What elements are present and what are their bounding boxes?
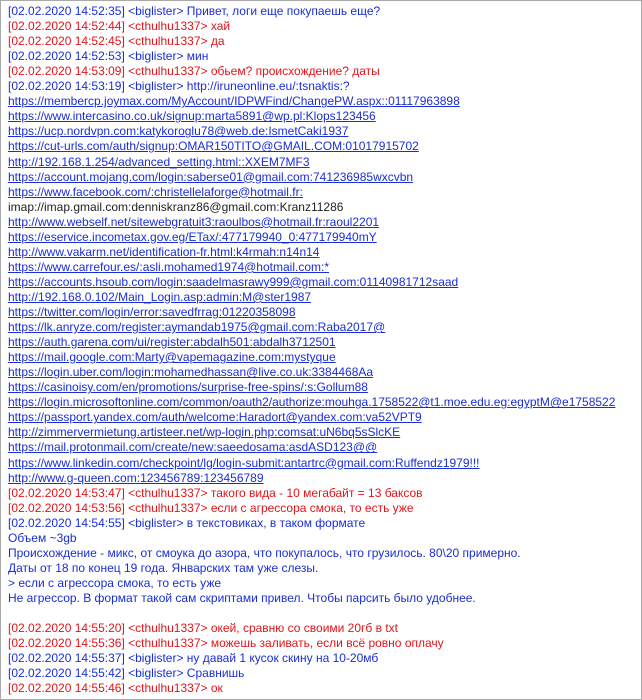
chat-link[interactable]: https://mail.google.com:Marty@vapemagazine.com:mystyque (8, 350, 336, 365)
chat-link[interactable]: http://www.webself.net/sitewebgratuit3:raoulbos@hotmail.fr:raoul2201 (8, 214, 380, 229)
chat-link[interactable]: http://192.168.1.254/advanced_setting.html::XXEM7MF3 (8, 154, 310, 169)
chat-link[interactable]: https://twitter.com/login/error:savedfrrag:01220358098 (8, 305, 296, 319)
chat-link[interactable]: https://cut-urls.com/auth/signup:OMAR150TITO@GMAIL.COM:01017915702 (8, 139, 419, 154)
chat-line: [02.02.2020 14:53:47] <cthulhu1337> такого вида - 10 мегабайт = 13 баксов (8, 485, 423, 500)
chat-link[interactable]: http://www.g-queen.com:123456789:123456789 (8, 470, 264, 485)
chat-line: [02.02.2020 14:52:44] <cthulhu1337> хай (8, 19, 231, 34)
chat-link[interactable]: https://mail.protonmail.com/create/new:saeedosama:asdASD123@@ (8, 440, 378, 455)
chat-line: [02.02.2020 14:55:37] <biglister> ну давай 1 кусок скину на 10-20мб (8, 651, 379, 666)
chat-line: [02.02.2020 14:53:56] <cthulhu1337> если с агрессора смока, то есть уже (8, 500, 414, 515)
chat-link[interactable]: https://www.carrefour.es/:asli.mohamed1974@hotmail.com:* (8, 259, 329, 274)
chat-line: imap://imap.gmail.com:denniskranz86@gmail.com:Kranz11286 (8, 199, 344, 214)
chat-link[interactable]: https://www.intercasino.co.uk/signup:marta5891@wp.pl:Klops123456 (8, 109, 376, 124)
chat-link[interactable]: https://ucp.nordvpn.com:katykoroglu78@web.de:IsmetCaki1937 (8, 124, 349, 139)
chat-link[interactable]: https://membercp.joymax.com/MyAccount/IDPWFind/ChangePW.aspx::01117963898 (8, 94, 460, 109)
chat-line: Даты от 18 по конец 19 года. Январских там уже слезы. (8, 560, 319, 575)
chat-link[interactable]: https://account.mojang.com/login:saberse01@gmail.com:741236985wxcvbn (8, 169, 414, 184)
chat-line: Происхождение - микс, от смоука до азора, что покупалось, что грузилось. 80\20 примерно. (8, 545, 521, 560)
chat-line: Объем ~3gb (8, 530, 77, 545)
chat-link[interactable]: https://auth.garena.com/ui/register:abdalh501:abdalh3712501 (8, 335, 336, 350)
chat-link[interactable]: https://passport.yandex.com/auth/welcome:Haradort@yandex.com:va52VPT9 (8, 410, 422, 425)
chat-line: [02.02.2020 14:52:53] <biglister> мин (8, 49, 209, 64)
chat-line: [02.02.2020 14:52:45] <cthulhu1337> да (8, 34, 225, 49)
chat-line: Не агрессор. В формат такой сам скриптами привел. Чтобы парсить было удобнее. (8, 590, 476, 605)
chat-line: [02.02.2020 14:53:19] <biglister> http://iruneonline.eu/:tsnaktis:? (8, 79, 350, 94)
chat-link[interactable]: https://www.linkedin.com/checkpoint/lg/login-submit:antartrc@gmail.com:Ruffendz1979!!! (8, 455, 480, 470)
chat-line: [02.02.2020 14:52:35] <biglister> Привет, логи еще покупаешь еще? (8, 4, 381, 18)
chat-line: [02.02.2020 14:55:36] <cthulhu1337> можешь заливать, если всё ровно оплачу (8, 636, 444, 651)
chat-line: [02.02.2020 14:53:09] <cthulhu1337> обьем? происхождение? даты (8, 64, 380, 79)
chat-line: [02.02.2020 14:55:46] <cthulhu1337> ок (8, 681, 223, 696)
chat-line: [02.02.2020 14:55:42] <biglister> Сравнишь (8, 666, 245, 681)
chat-link[interactable]: https://accounts.hsoub.com/login:saadelmasrawy999@gmail.com:01140981712saad (8, 274, 459, 289)
chat-line: > если с агрессора смока, то есть уже (8, 575, 222, 590)
chat-link[interactable]: https://login.uber.com/login:mohamedhassan@live.co.uk:3384468Aa (8, 365, 374, 380)
chat-link[interactable]: https://casinoisy.com/en/promotions/surprise-free-spins/:s:Gollum88 (8, 380, 368, 395)
chat-link[interactable]: http://www.vakarm.net/identification-fr.html:k4rmah:n14n14 (8, 244, 320, 259)
chat-line: [02.02.2020 14:54:55] <biglister> в текстовиках, в таком формате (8, 515, 366, 530)
chat-link[interactable]: https://eservice.incometax.gov.eg/ETax/:477179940_0:477179940mY (8, 229, 377, 244)
chat-link[interactable]: https://login.microsoftonline.com/common/oauth2/authorize:mouhga.1758522@t1.moe.edu.eg:egyptM@e1758522 (8, 395, 616, 410)
chat-link[interactable]: http://192.168.0.102/Main_Login.asp:admin:M@ster1987 (8, 289, 312, 304)
chat-line: [02.02.2020 14:55:20] <cthulhu1337> окей, сравню со своими 20гб в txt (8, 621, 398, 636)
chat-link[interactable]: http://zimmervermietung.artisteer.net/wp-login.php:comsat:uN6bq5sSlcKE (8, 425, 401, 440)
chat-link[interactable]: https://lk.anryze.com/register:aymandab1975@gmail.com:Raba2017@ (8, 320, 386, 335)
chat-link[interactable]: https://www.facebook.com/:christellelaforge@hotmail.fr: (8, 184, 303, 199)
